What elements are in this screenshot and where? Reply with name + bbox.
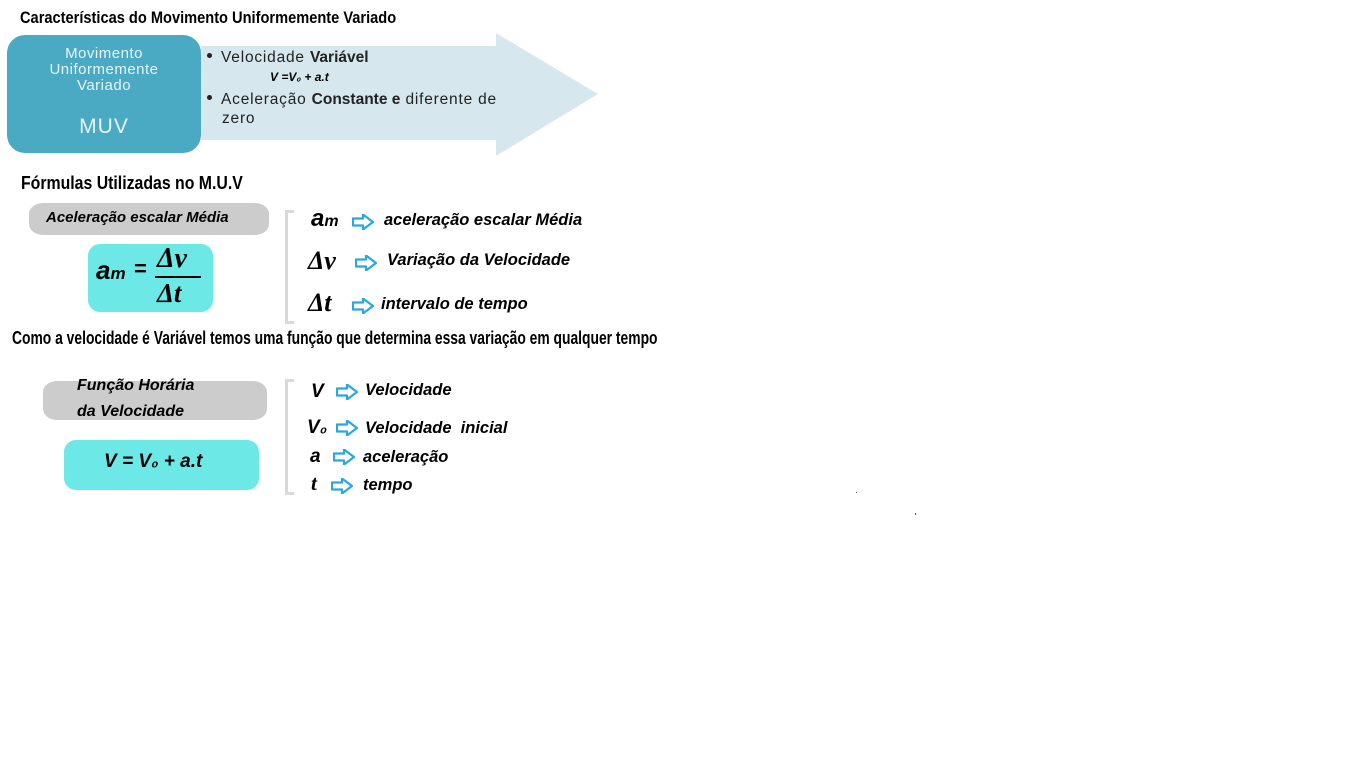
- legend2-desc: aceleração: [363, 448, 449, 466]
- right-arrow-icon: [336, 384, 358, 400]
- legend1-desc: aceleração escalar Média: [384, 211, 583, 229]
- explanation-sentence: Como a velocidade é Variável temos uma função que determina essa variação em qualquer tempo: [12, 328, 658, 348]
- formula-lhs: am: [96, 255, 126, 285]
- speck: [915, 513, 916, 515]
- right-arrow-icon: [336, 420, 358, 436]
- characteristic-velocity: Velocidade Variável: [207, 49, 369, 67]
- characteristic-acceleration: Aceleração Constante e diferente de: [207, 91, 497, 109]
- right-arrow-icon: [331, 478, 353, 494]
- speck: [856, 492, 857, 493]
- right-arrow-icon: [333, 449, 355, 465]
- bullet-icon: [207, 53, 212, 58]
- legend1-desc: intervalo de tempo: [381, 295, 528, 313]
- right-arrow-icon: [352, 214, 374, 230]
- avg-accel-label: Aceleração escalar Média: [46, 209, 229, 226]
- muv-name-line1: Movimento: [65, 45, 143, 62]
- muv-box: [7, 35, 201, 153]
- characteristic-acceleration-line2: zero: [222, 110, 256, 127]
- legend2-symbol: t: [311, 471, 317, 495]
- muv-abbreviation: MUV: [79, 115, 129, 138]
- legend1-desc: Variação da Velocidade: [387, 251, 571, 269]
- legend1-symbol: Δt: [308, 288, 332, 317]
- legend1-symbol: a: [311, 205, 325, 232]
- hourly-formula: V = V₀ + a.t: [104, 451, 203, 472]
- formulas-heading: Fórmulas Utilizadas no M.U.V: [21, 173, 243, 193]
- bullet-icon: [207, 95, 212, 100]
- formula-equals: =: [134, 256, 147, 281]
- hourly-label-line1: Função Horária: [77, 377, 195, 394]
- right-arrow-icon: [355, 255, 377, 271]
- legend1-row: [311, 205, 339, 235]
- legend-bracket: [285, 210, 294, 324]
- legend2-symbol: a: [310, 446, 321, 467]
- legend2-desc: Velocidade: [365, 381, 452, 399]
- legend2-desc: tempo: [363, 476, 413, 494]
- hourly-label-line2: da Velocidade: [77, 403, 184, 420]
- legend2-symbol: V₀: [307, 417, 328, 438]
- right-arrow-icon: [352, 298, 374, 314]
- legend1-symbol: Δν: [308, 246, 336, 275]
- muv-name: [7, 46, 201, 94]
- legend1-symbol-sub: m: [324, 213, 339, 230]
- formula-numerator: Δν: [157, 243, 187, 274]
- legend2-symbol: V: [311, 381, 324, 402]
- legend-bracket: [285, 379, 294, 495]
- page-title: Características do Movimento Uniformemente Variado: [20, 8, 397, 27]
- velocity-formula-small: V =V₀ + a.t: [270, 70, 329, 84]
- formula-denominator: Δt: [157, 278, 182, 308]
- muv-name-line2: Uniformemente: [49, 61, 159, 78]
- legend2-desc: Velocidade inicial: [365, 419, 508, 437]
- muv-name-line3: Variado: [76, 77, 132, 94]
